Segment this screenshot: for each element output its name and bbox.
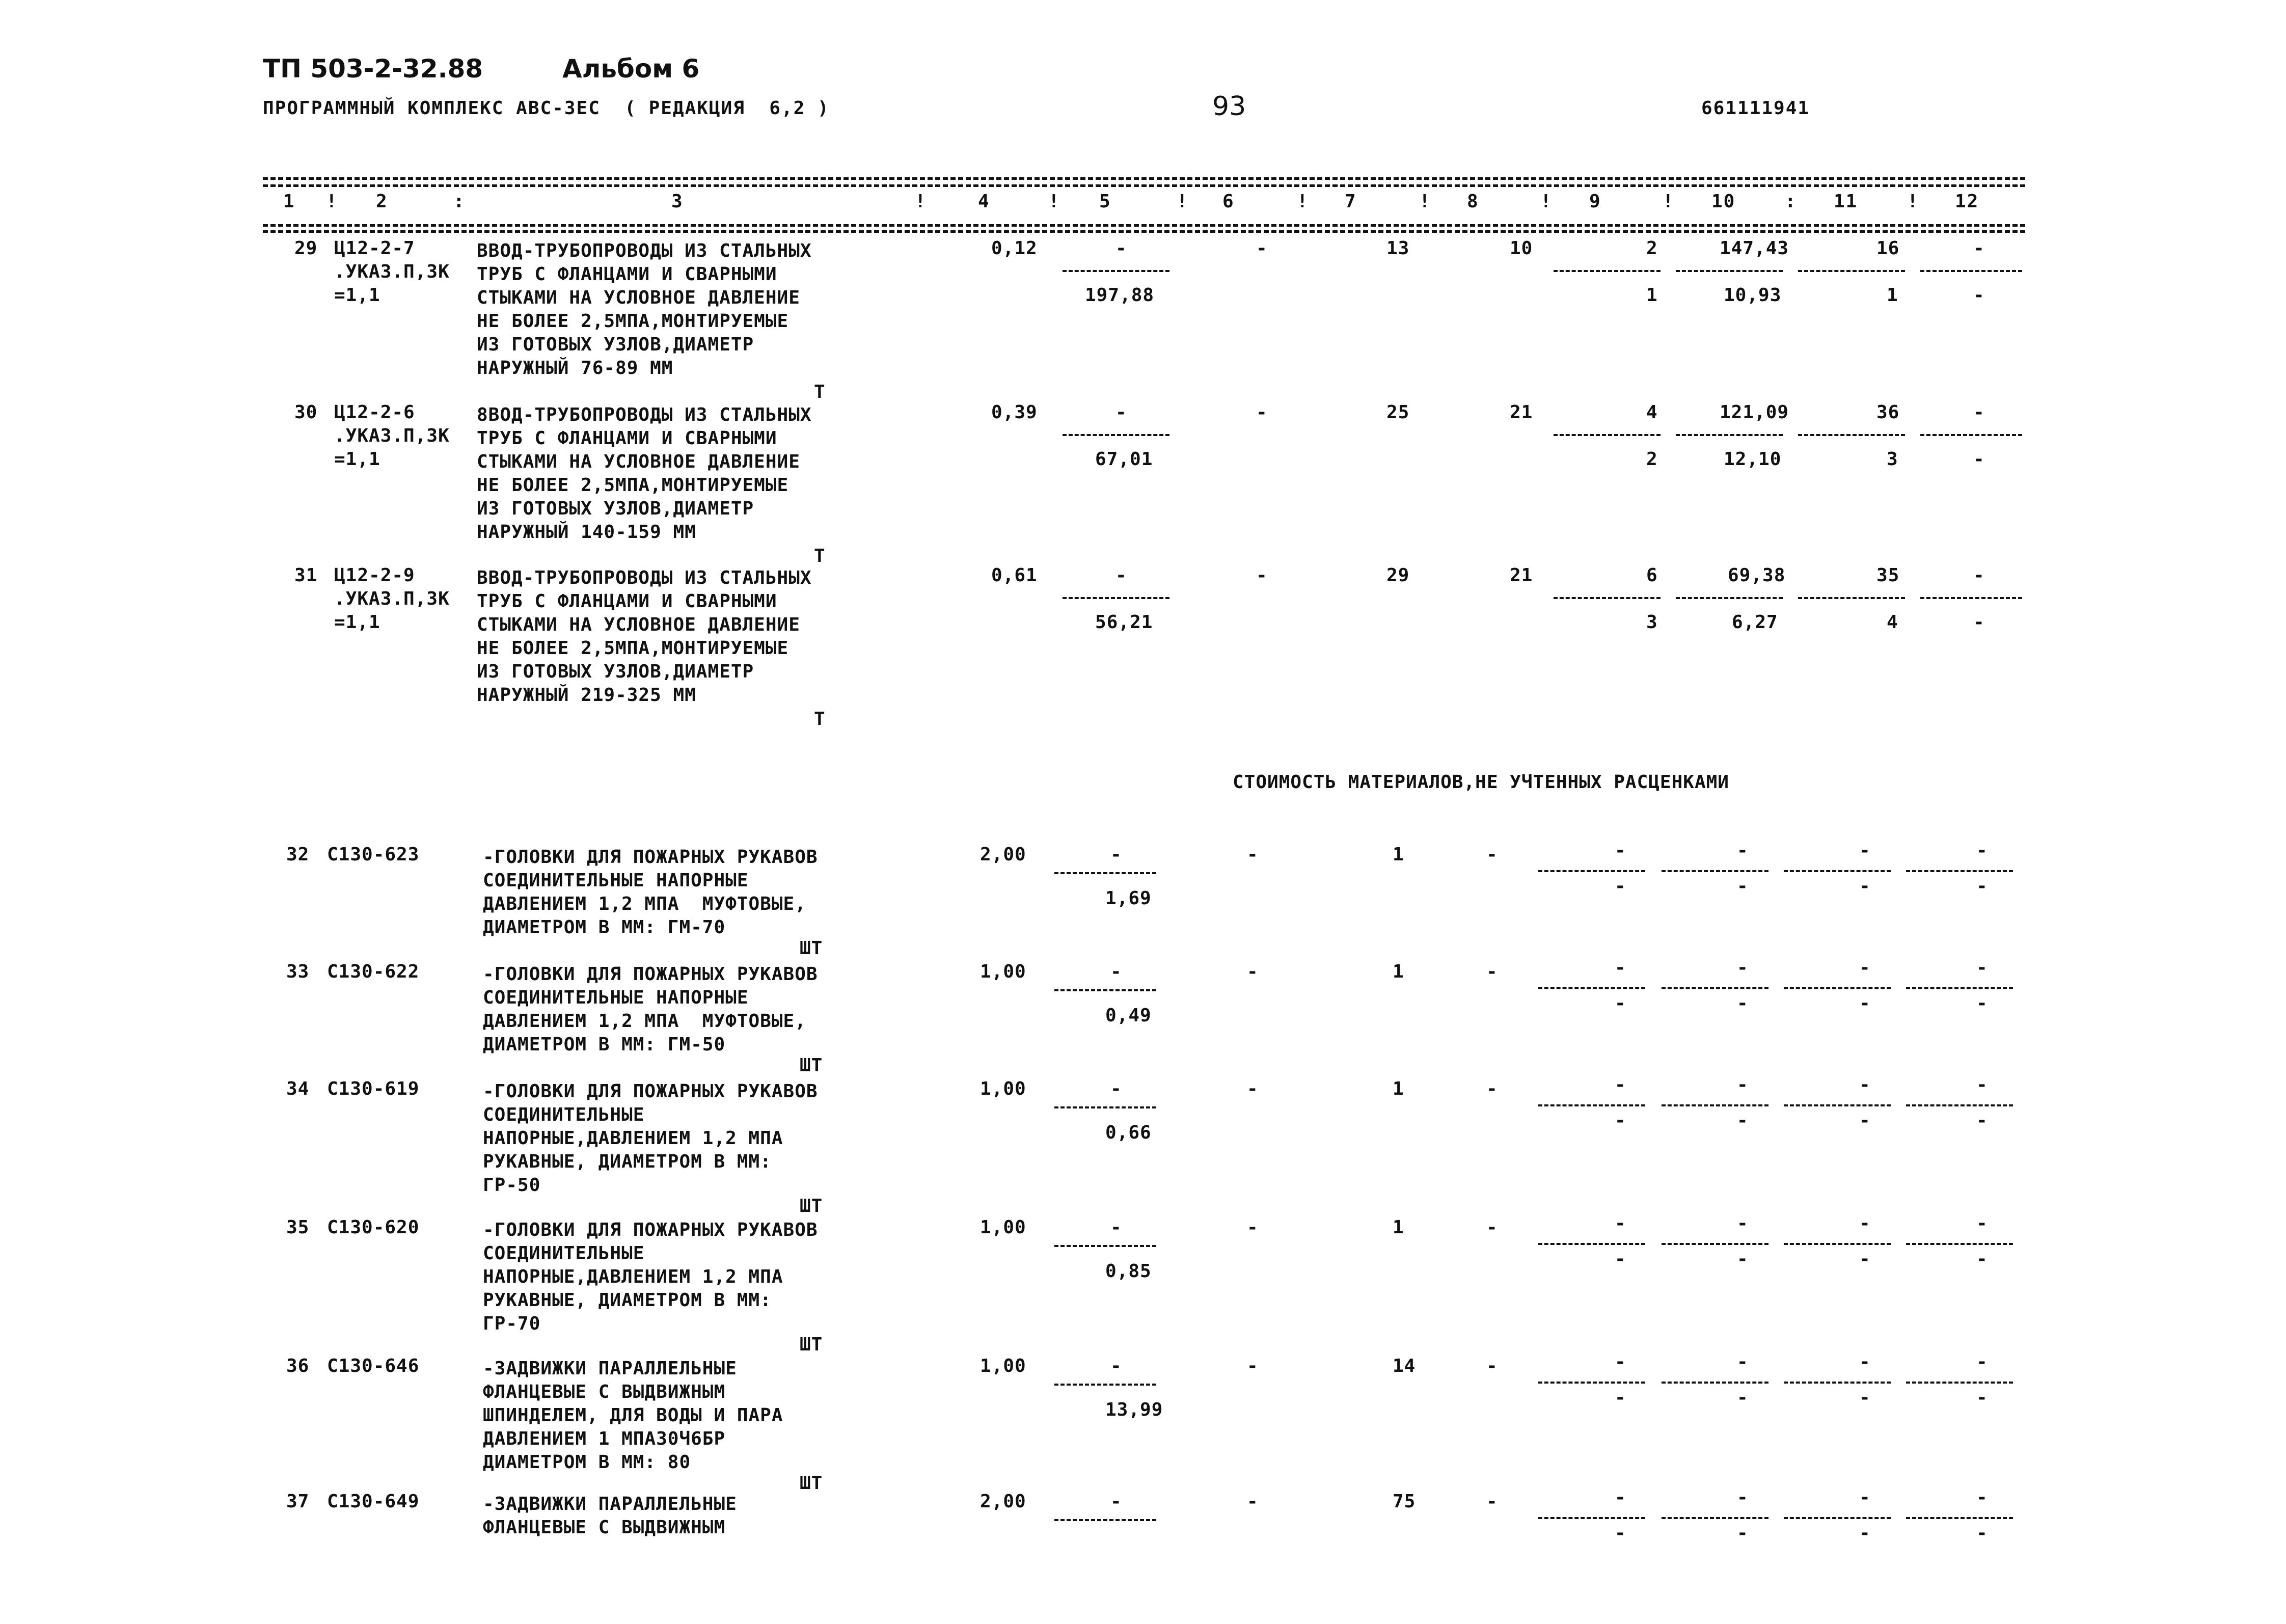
row-description: -ГОЛОВКИ ДЛЯ ПОЖАРНЫХ РУКАВОВ СОЕДИНИТЕЛЬНЫЕ НАПОРНЫЕ ДАВЛЕНИЕМ 1,2 МПА МУФТОВЫЕ, ДИАМЕТРОМ В ММ: ГМ-50 xyxy=(483,964,818,1055)
cell-11-bottom: 1 xyxy=(1887,285,1898,306)
column-header: 5 xyxy=(1099,191,1111,212)
row-description: ВВОД-ТРУБОПРОВОДЫ ИЗ СТАЛЬНЫХ ТРУБ С ФЛАНЦАМИ И СВАРНЫМИ СТЫКАМИ НА УСЛОВНОЕ ДАВЛЕНИЕ НЕ БОЛЕЕ 2,5МПА,МОНТИРУЕМЫЕ ИЗ ГОТОВЫХ УЗЛОВ,ДИАМЕТР НАРУЖНЫЙ 219-325 ММ xyxy=(477,567,812,706)
row-code-line3: =1,1 xyxy=(334,612,380,633)
cell-11-top: 36 xyxy=(1876,402,1900,423)
cell-9-top: 2 xyxy=(1646,238,1658,259)
row-number: 36 xyxy=(286,1356,310,1376)
album-label: Альбом 6 xyxy=(562,54,700,84)
column-header: 2 xyxy=(376,191,388,212)
row-number: 30 xyxy=(294,402,318,423)
cell-5-top: - xyxy=(1110,1078,1122,1099)
cell-11-bottom: 4 xyxy=(1887,612,1898,633)
section-title: СТОИМОСТЬ МАТЕРИАЛОВ,НЕ УЧТЕННЫХ РАСЦЕНКАМИ xyxy=(1233,772,1729,793)
cell-8: 21 xyxy=(1510,402,1533,423)
cell-6: - xyxy=(1256,238,1268,259)
row-code: С130-619 xyxy=(327,1078,420,1099)
cell-11-top: 16 xyxy=(1876,238,1900,259)
row-description: -ГОЛОВКИ ДЛЯ ПОЖАРНЫХ РУКАВОВ СОЕДИНИТЕЛЬНЫЕ НАПОРНЫЕ ДАВЛЕНИЕМ 1,2 МПА МУФТОВЫЕ, ДИАМЕТРОМ В ММ: ГМ-70 xyxy=(483,847,818,938)
cell-5-top: - xyxy=(1110,844,1122,865)
column-header: 11 xyxy=(1834,191,1858,212)
cell-10-top: 69,38 xyxy=(1728,565,1786,586)
row-quantity: 0,39 xyxy=(991,402,1038,423)
row-description: -ЗАДВИЖКИ ПАРАЛЛЕЛЬНЫЕ ФЛАНЦЕВЫЕ С ВЫДВИЖНЫМ xyxy=(483,1494,737,1538)
cell-12-top: - xyxy=(1973,238,1985,259)
row-number: 29 xyxy=(294,238,318,259)
cell-5-top: - xyxy=(1115,402,1127,423)
cell-10-bottom: 10,93 xyxy=(1724,285,1782,306)
cell-5-bottom: 0,49 xyxy=(1105,1005,1152,1026)
row-unit: Т xyxy=(814,709,826,729)
cell-5-bottom: 0,85 xyxy=(1105,1261,1152,1282)
cell-5-top: - xyxy=(1115,565,1127,586)
row-description: -ЗАДВИЖКИ ПАРАЛЛЕЛЬНЫЕ ФЛАНЦЕВЫЕ С ВЫДВИЖНЫМ ШПИНДЕЛЕМ, ДЛЯ ВОДЫ И ПАРА ДАВЛЕНИЕМ 1 МПА30Ч6БР ДИАМЕТРОМ В ММ: 80 xyxy=(483,1358,783,1473)
cell-5-bottom: 67,01 xyxy=(1095,449,1153,470)
row-description: ВВОД-ТРУБОПРОВОДЫ ИЗ СТАЛЬНЫХ ТРУБ С ФЛАНЦАМИ И СВАРНЫМИ СТЫКАМИ НА УСЛОВНОЕ ДАВЛЕНИЕ НЕ БОЛЕЕ 2,5МПА,МОНТИРУЕМЫЕ ИЗ ГОТОВЫХ УЗЛОВ,ДИАМЕТР НАРУЖНЫЙ 76-89 ММ xyxy=(477,240,812,378)
cell-5-bottom: 1,69 xyxy=(1105,888,1152,909)
row-code: С130-649 xyxy=(327,1491,420,1512)
row-description: 8ВОД-ТРУБОПРОВОДЫ ИЗ СТАЛЬНЫХ ТРУБ С ФЛАНЦАМИ И СВАРНЫМИ СТЫКАМИ НА УСЛОВНОЕ ДАВЛЕНИЕ НЕ БОЛЕЕ 2,5МПА,МОНТИРУЕМЫЕ ИЗ ГОТОВЫХ УЗЛОВ,ДИАМЕТР НАРУЖНЫЙ 140-159 ММ xyxy=(477,404,812,543)
cell-6: - xyxy=(1247,844,1259,865)
row-code: Ц12-2-7 xyxy=(334,238,415,259)
row-unit: Т xyxy=(814,382,826,402)
cell-9-bottom: 2 xyxy=(1646,449,1658,470)
column-header: 7 xyxy=(1345,191,1357,212)
table-header-bottom-rule xyxy=(263,224,2025,227)
row-number: 32 xyxy=(286,844,310,865)
row-code: Ц12-2-6 xyxy=(334,402,415,423)
row-unit: ШТ xyxy=(800,1196,823,1216)
row-quantity: 1,00 xyxy=(980,1217,1026,1238)
doc-code: ТП 503-2-32.88 xyxy=(263,54,483,84)
column-header: 4 xyxy=(978,191,990,212)
cell-5-top: - xyxy=(1110,1217,1122,1238)
cell-7: 1 xyxy=(1393,1078,1404,1099)
cell-8: - xyxy=(1486,1356,1498,1376)
cell-8: 10 xyxy=(1510,238,1533,259)
table-top-rule xyxy=(263,177,2025,180)
cell-9-bottom: 1 xyxy=(1646,285,1658,306)
cell-5-top: - xyxy=(1110,1491,1122,1512)
row-unit: ШТ xyxy=(800,1055,823,1076)
row-code-line2: .УКАЗ.П,3К xyxy=(334,588,450,609)
cell-7: 25 xyxy=(1386,402,1410,423)
row-quantity: 0,61 xyxy=(991,565,1038,586)
cell-12-bottom: - xyxy=(1973,285,1985,306)
cell-12-top: - xyxy=(1973,402,1985,423)
row-description: -ГОЛОВКИ ДЛЯ ПОЖАРНЫХ РУКАВОВ СОЕДИНИТЕЛЬНЫЕ НАПОРНЫЕ,ДАВЛЕНИЕМ 1,2 МПА РУКАВНЫЕ, ДИАМЕТРОМ В ММ: ГР-70 xyxy=(483,1220,818,1334)
cell-8: - xyxy=(1486,844,1498,865)
cell-8: - xyxy=(1486,1491,1498,1512)
cell-5-bottom: 197,88 xyxy=(1085,285,1155,306)
row-quantity: 0,12 xyxy=(991,238,1038,259)
row-unit: ШТ xyxy=(800,1334,823,1355)
row-number: 35 xyxy=(286,1217,310,1238)
row-description: -ГОЛОВКИ ДЛЯ ПОЖАРНЫХ РУКАВОВ СОЕДИНИТЕЛЬНЫЕ НАПОРНЫЕ,ДАВЛЕНИЕМ 1,2 МПА РУКАВНЫЕ, ДИАМЕТРОМ В ММ: ГР-50 xyxy=(483,1081,818,1196)
row-code: С130-620 xyxy=(327,1217,420,1238)
cell-5-top: - xyxy=(1110,1356,1122,1376)
cell-6: - xyxy=(1247,961,1259,982)
column-header: 10 xyxy=(1711,191,1736,212)
row-quantity: 1,00 xyxy=(980,961,1026,982)
cell-10-bottom: 12,10 xyxy=(1724,449,1782,470)
row-number: 37 xyxy=(286,1491,310,1512)
row-code-line2: .УКАЗ.П,3К xyxy=(334,425,450,446)
column-header: 1 xyxy=(283,191,295,212)
cell-7: 29 xyxy=(1386,565,1410,586)
cell-6: - xyxy=(1256,402,1268,423)
cell-9-bottom: 3 xyxy=(1646,612,1658,633)
document-id: 661111941 xyxy=(1701,98,1810,119)
cell-7: 75 xyxy=(1393,1491,1416,1512)
row-code: Ц12-2-9 xyxy=(334,565,415,586)
row-code: С130-646 xyxy=(327,1356,420,1376)
cell-10-bottom: 6,27 xyxy=(1732,612,1778,633)
row-number: 31 xyxy=(294,565,318,586)
cell-6: - xyxy=(1247,1491,1259,1512)
cell-5-bottom: 13,99 xyxy=(1105,1399,1163,1420)
cell-6: - xyxy=(1247,1217,1259,1238)
row-quantity: 2,00 xyxy=(980,844,1026,865)
cell-8: 21 xyxy=(1510,565,1533,586)
row-code-line3: =1,1 xyxy=(334,285,380,306)
cell-7: 1 xyxy=(1393,1217,1404,1238)
cell-7: 13 xyxy=(1386,238,1410,259)
cell-6: - xyxy=(1256,565,1268,586)
row-code-line2: .УКАЗ.П,3К xyxy=(334,261,450,282)
cell-5-bottom: 56,21 xyxy=(1095,612,1153,633)
cell-9-top: 6 xyxy=(1646,565,1658,586)
row-quantity: 1,00 xyxy=(980,1356,1026,1376)
cell-5-bottom: 0,66 xyxy=(1105,1122,1152,1143)
cell-7: 1 xyxy=(1393,844,1404,865)
row-quantity: 1,00 xyxy=(980,1078,1026,1099)
row-number: 33 xyxy=(286,961,310,982)
column-header: 6 xyxy=(1222,191,1235,212)
cell-7: 1 xyxy=(1393,961,1404,982)
cell-8: - xyxy=(1486,961,1498,982)
column-header: 9 xyxy=(1589,191,1601,212)
cell-5-top: - xyxy=(1110,961,1122,982)
cell-8: - xyxy=(1486,1078,1498,1099)
row-unit: Т xyxy=(814,546,826,566)
cell-10-top: 147,43 xyxy=(1720,238,1789,259)
page-number: 93 xyxy=(1212,91,1246,122)
table-header-bottom-rule-2 xyxy=(263,230,2025,233)
cell-6: - xyxy=(1247,1078,1259,1099)
row-unit: ШТ xyxy=(800,1473,823,1494)
cell-7: 14 xyxy=(1393,1356,1416,1376)
cell-11-bottom: 3 xyxy=(1887,449,1898,470)
cell-5-top: - xyxy=(1115,238,1127,259)
row-code: С130-622 xyxy=(327,961,420,982)
cell-11-top: 35 xyxy=(1876,565,1900,586)
cell-9-top: 4 xyxy=(1646,402,1658,423)
table-top-rule-2 xyxy=(263,184,2025,187)
cell-10-top: 121,09 xyxy=(1720,402,1789,423)
column-header: 8 xyxy=(1467,191,1479,212)
document-subtitle: ПРОГРАММНЫЙ КОМПЛЕКС АВС-3ЕС ( РЕДАКЦИЯ 6,2 ) xyxy=(263,98,830,119)
column-header: 12 xyxy=(1955,191,1979,212)
cell-12-bottom: - xyxy=(1973,449,1985,470)
row-code-line3: =1,1 xyxy=(334,449,380,470)
cell-12-top: - xyxy=(1973,565,1985,586)
cell-6: - xyxy=(1247,1356,1259,1376)
row-number: 34 xyxy=(286,1078,310,1099)
row-code: С130-623 xyxy=(327,844,420,865)
cell-8: - xyxy=(1486,1217,1498,1238)
row-unit: ШТ xyxy=(800,938,823,959)
cell-12-bottom: - xyxy=(1973,612,1985,633)
row-quantity: 2,00 xyxy=(980,1491,1026,1512)
column-header: 3 xyxy=(671,191,684,212)
